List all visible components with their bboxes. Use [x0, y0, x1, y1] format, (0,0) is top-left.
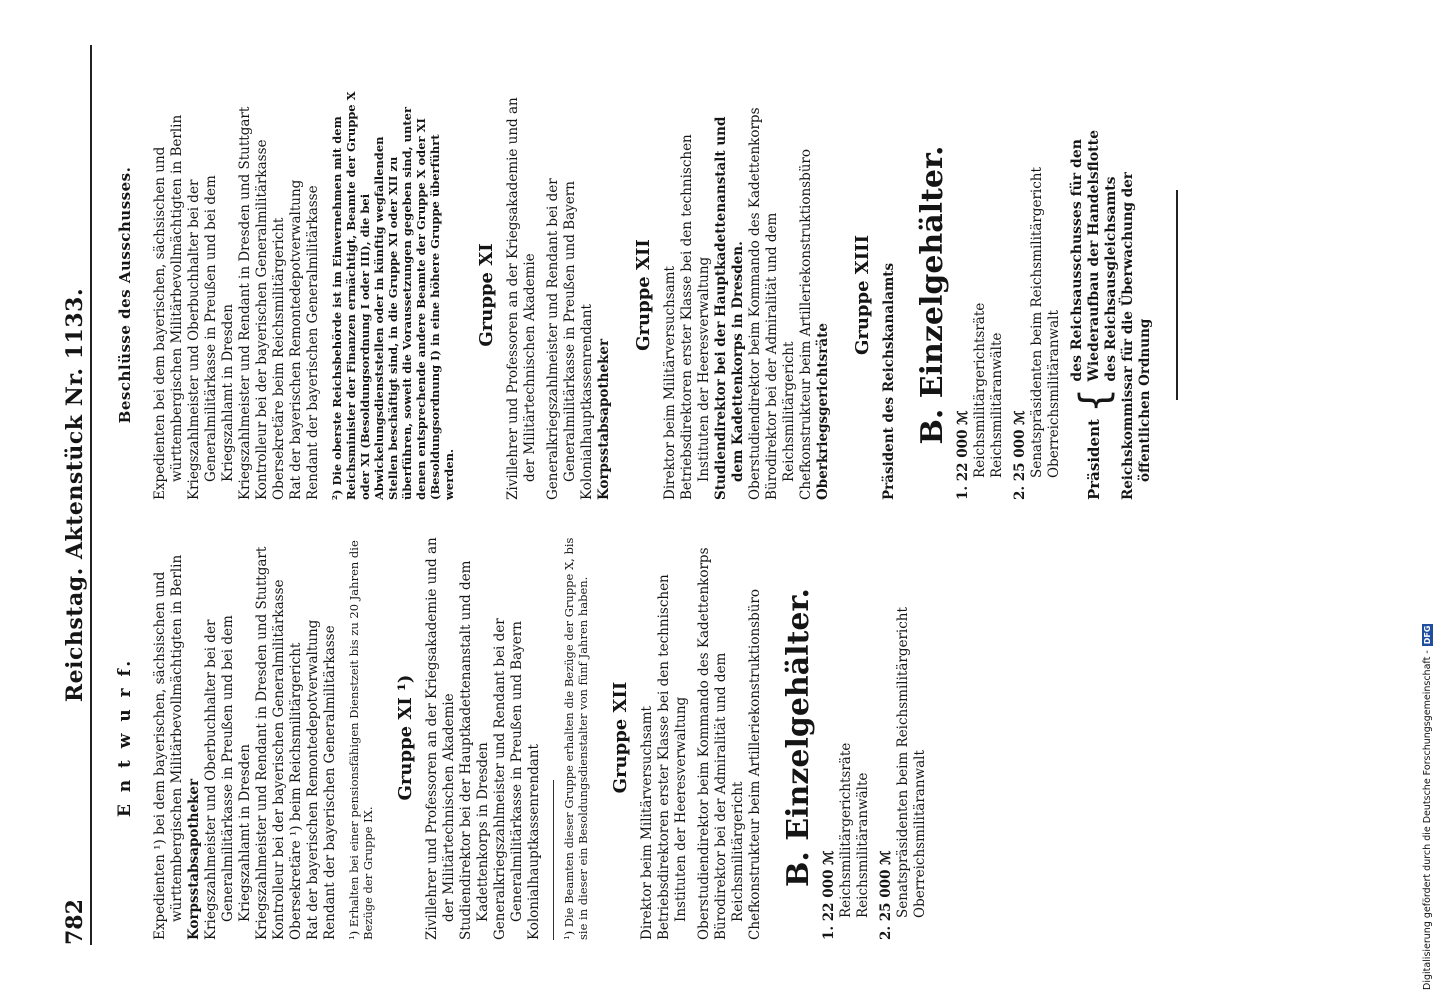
resolution-group-xii-entry: Chefkonstrukteur beim Artilleriekonstruktionsbüro [798, 148, 814, 500]
salary-amount: 1. 22 000 ℳ [821, 850, 837, 940]
resolution-einzelgehaelter-list [955, 90, 1063, 500]
salary-position: Oberreichsmilitäranwalt [912, 750, 928, 918]
salary-amount: 2. 25 000 ℳ [878, 850, 894, 940]
resolution-group-xii-entry: Oberkriegsgerichtsräte [815, 323, 831, 500]
resolution-group-xi-heading: Gruppe XI [476, 243, 497, 347]
resolution-entry: Kriegszahlmeister und Oberbuchhalter bei der Generalmilitärkasse in Preußen und bei dem Kriegszahlamt in Dresden [186, 175, 236, 500]
page-header [62, 45, 92, 945]
page-number: 782 [62, 899, 88, 945]
end-rule [1176, 190, 1178, 400]
credit-text: Digitalisierung gefördert durch die Deutsche Forschungsgemeinschaft - [1422, 650, 1433, 990]
draft-group-xi-heading: Gruppe XI ¹) [395, 674, 416, 801]
draft-entry: Kriegszahlmeister und Rendant in Dresden und Stuttgart [254, 546, 270, 940]
resolution-group-xi-entry: Generalkriegszahlmeister und Rendant bei der Generalmilitärkasse in Preußen und Bayern [545, 178, 578, 500]
draft-group-xii-entry: Oberstudiendirektor beim Kommando des Kadettenkorps [696, 547, 712, 940]
draft-column [105, 535, 929, 940]
draft-group-xii-entry: Chefkonstrukteur beim Artilleriekonstruktionsbüro [747, 588, 763, 940]
resolution-group-xi-list [505, 90, 613, 500]
draft-group-xi-entry: Zivillehrer und Professoren an der Kriegsakademie und an der Militärtechnischen Akademie [424, 537, 457, 940]
resolution-group-xii-entry: Oberstudiendirektor beim Kommando des Kadettenkorps [747, 107, 763, 500]
resolution-entry: Kontrolleur bei der bayerischen Generalmilitärkasse [254, 139, 270, 500]
resolution-entry: Kriegszahlmeister und Rendant in Dresden und Stuttgart [237, 106, 253, 500]
resolution-group-xi-entry: Kolonialhauptkassenrendant [579, 304, 595, 500]
resolution-group-xiii-entry: Präsident des Reichskanalamts [881, 262, 897, 500]
draft-einzelgehaelter-list [821, 535, 929, 940]
resolution-group-xi-entry: Zivillehrer und Professoren an der Kriegsakademie und an der Militärtechnischen Akademie [505, 97, 538, 500]
resolution-group-xii-entry: Betriebsdirektoren erster Klasse bei den technischen Instituten der Heeresverwaltung [679, 134, 712, 500]
resolution-entry: Rat der bayerischen Remontedepotverwaltung [288, 179, 304, 500]
president-items [1069, 90, 1120, 382]
president-item: des Reichsausgleichsamts [1103, 176, 1119, 382]
draft-group-xii-list [639, 535, 764, 940]
resolution-group-xiii-heading: Gruppe XIII [852, 234, 873, 356]
president-label: Präsident [1085, 419, 1103, 500]
salary-amount: 1. 22 000 ℳ [955, 410, 971, 500]
resolution-entry: Expedienten bei dem bayerischen, sächsischen und württembergischen Militärbevollmächtigten in Berlin [152, 114, 185, 500]
resolution-group-xii-heading: Gruppe XII [633, 239, 654, 351]
salary-position: Reichsmilitärgerichtsräte [972, 302, 988, 478]
draft-group-xi-entry: Generalkriegszahlmeister und Rendant bei der Generalmilitärkasse in Preußen und Bayern [492, 618, 525, 940]
reichskommissar-entry: Reichskommissar für die Überwachung der öffentlichen Ordnung [1120, 172, 1153, 500]
brace-icon: { [1071, 387, 1118, 414]
resolution-einzelgehaelter-heading: B. Einzelgehälter. [915, 145, 950, 445]
draft-group-xi-list [424, 535, 543, 940]
draft-einzelgehaelter-heading: B. Einzelgehälter. [781, 588, 816, 887]
president-block [1069, 90, 1120, 500]
resolution-footnote: ²) Die oberste Reichsbehörde ist im Einvernehmen mit dem Reichsminister der Finanzen ermächtigt, Beamte der Gruppe X oder XI (Besoldungsordnung I oder III), die bei Abwickelungsdienststellen oder in künftig wegfallenden Stellen beschäftigt sind, in die Gruppe XI oder XII zu überführen, soweit die Voraussetzungen gegeben sind, unter denen entsprechende andere Beamte der Gruppe X oder XI (Besoldungsordnung I) in eine höhere Gruppe überführt werden. [330, 91, 456, 500]
draft-entry: Rendant der bayerischen Generalmilitärkasse [322, 625, 338, 940]
dfg-logo: DFG [1423, 625, 1432, 645]
salary-position: Senatspräsidenten beim Reichsmilitärgericht [895, 607, 911, 918]
draft-entry: Expedienten ¹) bei dem bayerischen, sächsischen und württembergischen Militärbevollmächtigten in Berlin [152, 554, 185, 940]
salary-position: Reichsmilitärgerichtsräte [838, 742, 854, 918]
resolution-group-xii-entry: Bürodirektor bei der Admiralität und dem Reichsmilitärgericht [764, 212, 797, 500]
draft-entries [152, 535, 339, 940]
resolution-group-xi-entry: Korpsstabsapotheker [596, 338, 612, 500]
draft-footnote-2: ¹) Die Beamten dieser Gruppe erhalten die Bezüge der Gruppe X, bis sie in dieser ein Besoldungsdienstalter von fünf Jahren haben. [562, 537, 590, 940]
salary-position: Oberreichsmilitäranwalt [1046, 310, 1062, 478]
resolution-group-xiii-list [881, 90, 898, 500]
resolution-entries [152, 90, 322, 500]
draft-group-xii-heading: Gruppe XII [610, 681, 631, 794]
president-item: des Reichsausschusses für den Wiederaufbau der Handelsflotte [1069, 129, 1102, 382]
resolution-group-xii-entry: Studiendirektor bei der Hauptkadettenanstalt und dem Kadettenkorps in Dresden. [713, 116, 746, 500]
draft-group-xi-entry: Studiendirektor bei der Hauptkadettenanstalt und dem Kadettenkorps in Dresden [458, 560, 491, 940]
salary-amount: 2. 25 000 ℳ [1012, 410, 1028, 500]
footnote-divider [553, 780, 554, 940]
draft-entry: Korpsstabsapotheker [186, 778, 202, 940]
draft-entry: Obersekretäre ¹) beim Reichsmilitärgericht [288, 642, 304, 940]
draft-group-xii-entry: Betriebsdirektoren erster Klasse bei den technischen Instituten der Heeresverwaltung [656, 574, 689, 940]
salary-position: Senatspräsidenten beim Reichsmilitärgericht [1029, 167, 1045, 478]
document-title: Reichstag. Aktenstück Nr. 1133. [62, 287, 88, 703]
draft-entry: Kontrolleur bei der bayerischen Generalmilitärkasse [271, 579, 287, 940]
draft-entry: Kriegszahlmeister und Oberbuchhalter bei der Generalmilitärkasse in Preußen und bei dem Kriegszahlamt in Dresden [203, 615, 253, 940]
resolution-entry: Obersekretäre beim Reichsmilitärgericht [271, 217, 287, 500]
salary-position: Reichsmilitäranwälte [989, 332, 1005, 478]
draft-group-xii-entry: Bürodirektor bei der Admiralität und dem Reichsmilitärgericht [713, 652, 746, 940]
draft-footnote-1: ¹) Erhalten bei einer pensionsfähigen Dienstzeit bis zu 20 Jahren die Bezüge der Gruppe IX. [347, 540, 375, 940]
resolution-group-xii-list [662, 90, 832, 500]
resolution-group-xii-entry: Direktor beim Militärversuchsamt [662, 266, 678, 500]
salary-position: Reichsmilitäranwälte [855, 772, 871, 918]
resolution-entry: Rendant der bayerischen Generalmilitärkasse [305, 185, 321, 500]
draft-group-xi-entry: Kolonialhauptkassenrendant [526, 744, 542, 940]
draft-group-xii-entry: Direktor beim Militärversuchsamt [639, 706, 655, 940]
digitization-credit [1422, 624, 1433, 990]
resolution-column [105, 90, 1178, 500]
resolution-title: Beschlüsse des Ausschusses. [116, 166, 134, 424]
draft-entry: Rat der bayerischen Remontedepotverwaltung [305, 619, 321, 940]
draft-title: E n t w u r f. [115, 657, 135, 818]
